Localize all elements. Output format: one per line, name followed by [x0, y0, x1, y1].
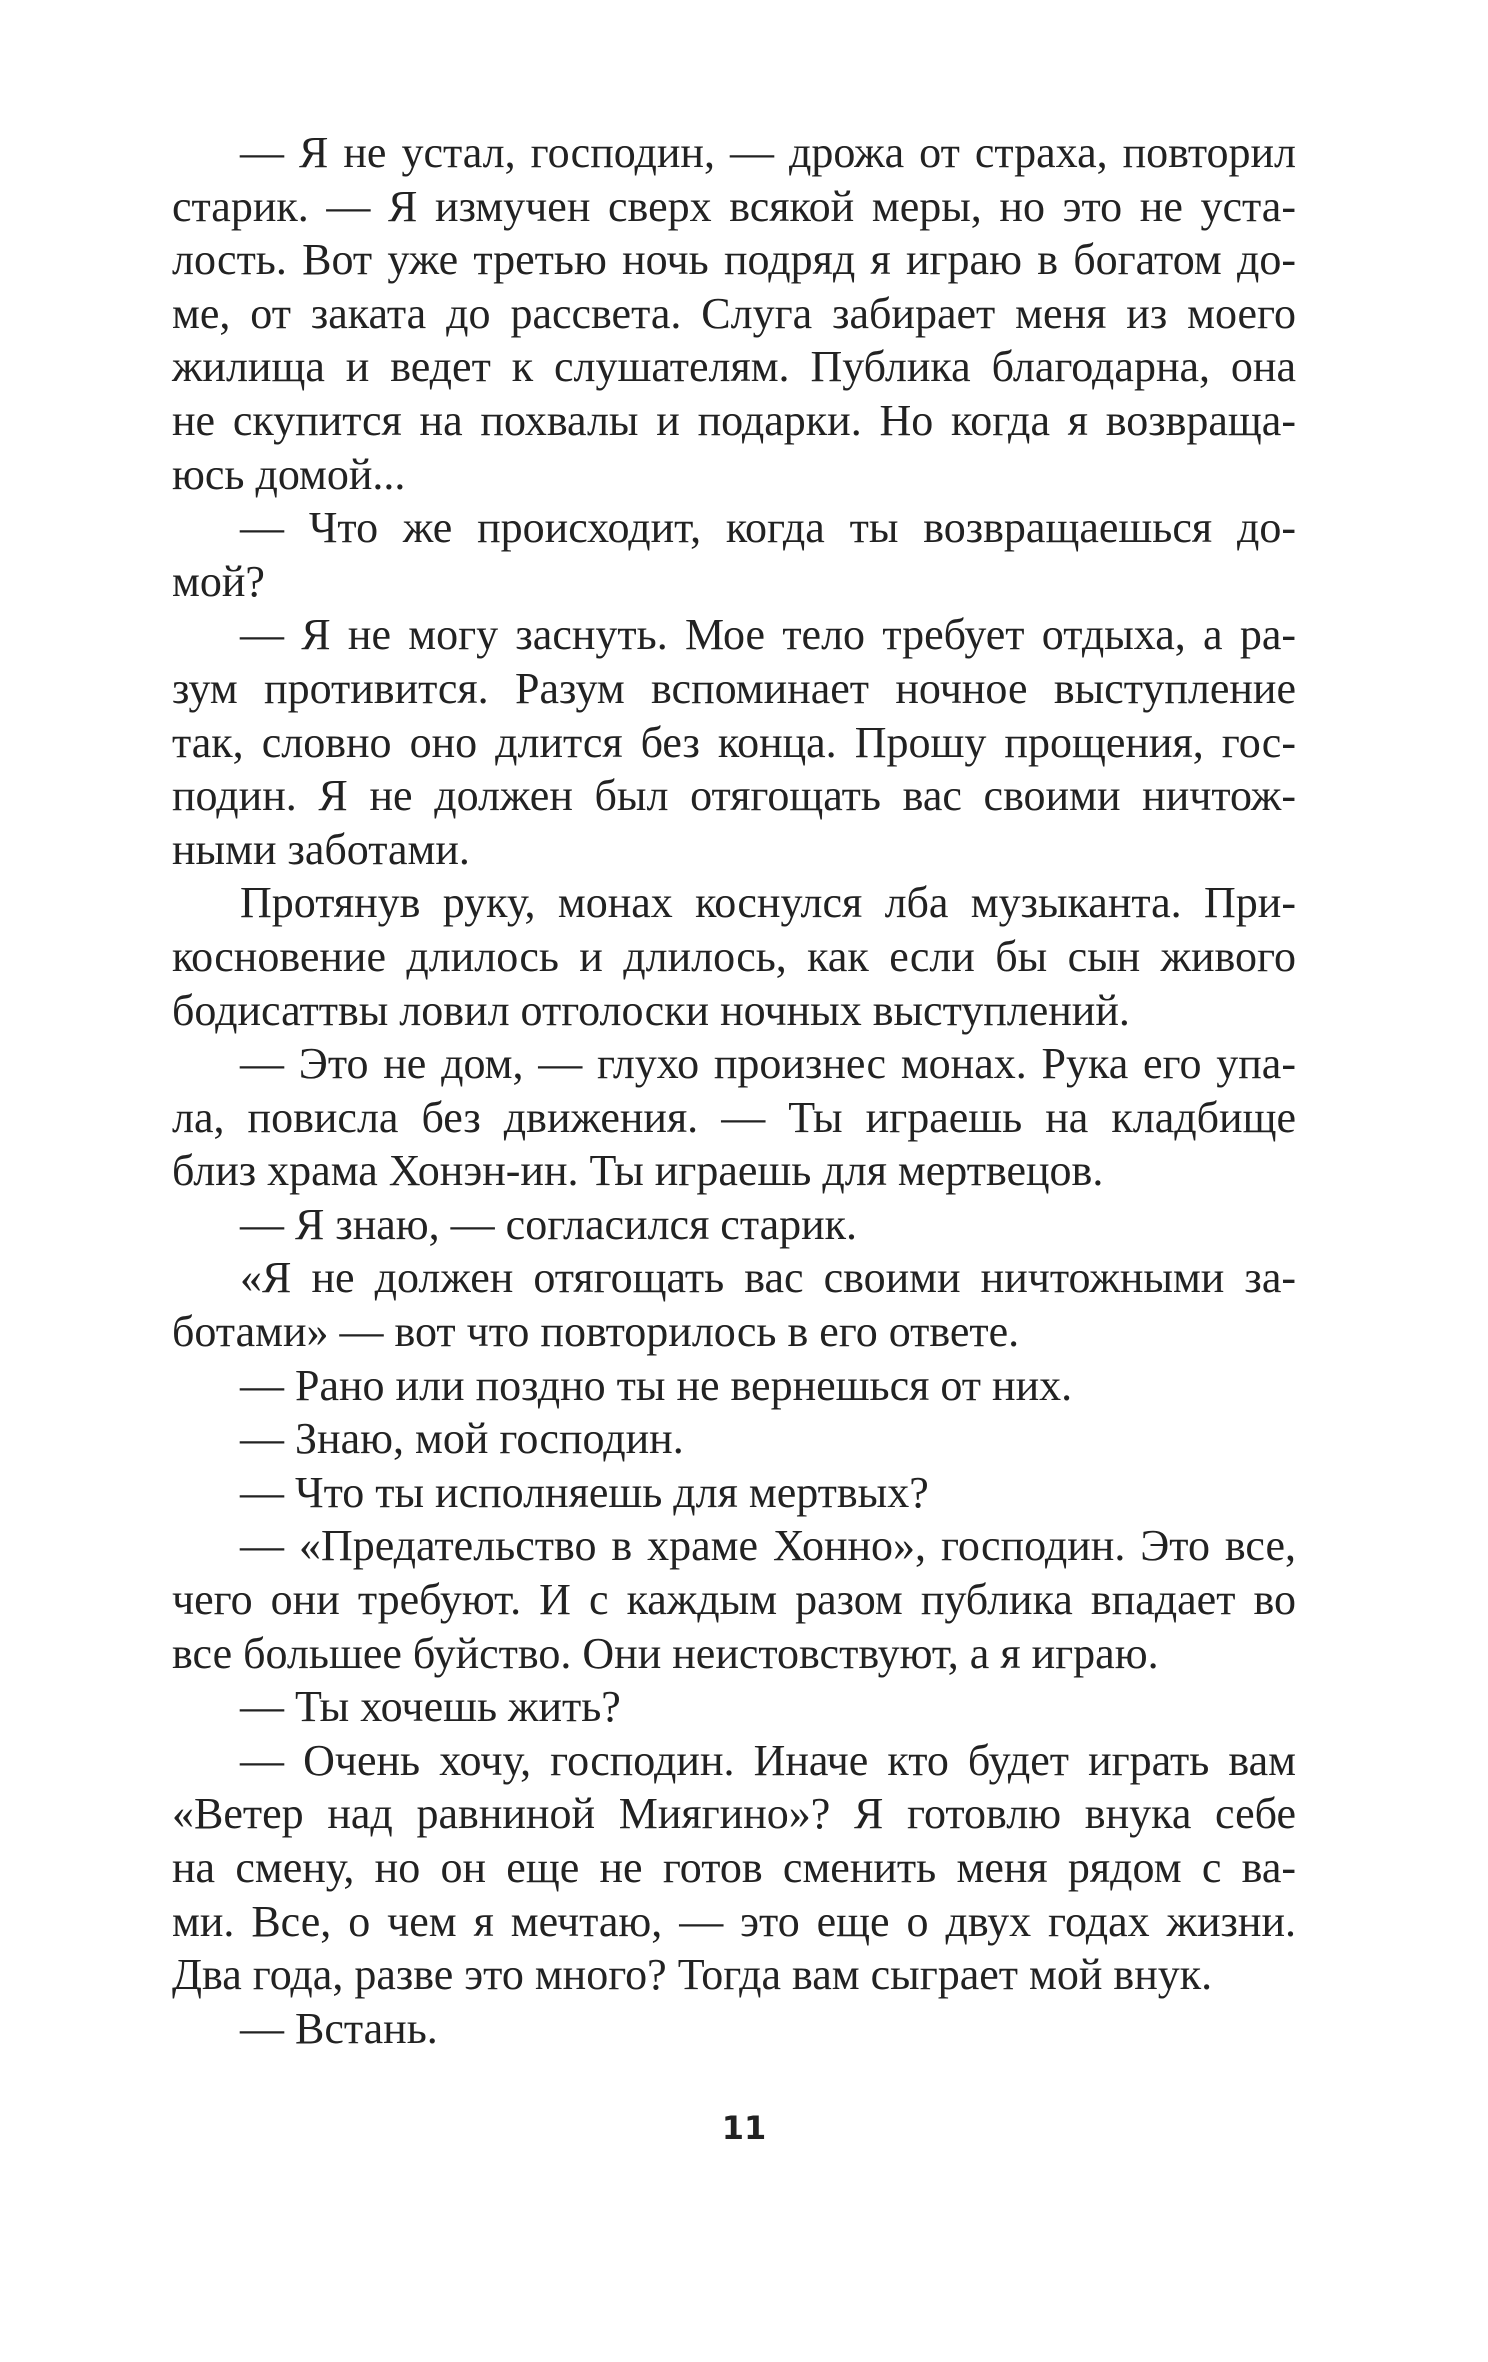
text-line: Два года, разве это много? Тогда вам сыграет мой внук. [172, 1950, 1213, 2000]
text-line: лость. Вот уже третью ночь подряд я играю в богатом до- [172, 235, 1296, 285]
text-line: «Я не должен отягощать вас своими ничтожными за- [240, 1253, 1296, 1303]
text-line: ботами» — вот что повторилось в его ответе. [172, 1307, 1020, 1357]
text-line: зум противится. Разум вспоминает ночное выступление [172, 663, 1296, 713]
text-line: — Встань. [240, 2003, 438, 2053]
text-line: так, словно оно длится без конца. Прошу прощения, гос- [172, 717, 1296, 767]
text-line: — Это не дом, — глухо произнес монах. Рука его упа- [240, 1039, 1296, 1089]
text-line: ла, повисла без движения. — Ты играешь на кладбище [172, 1092, 1296, 1142]
text-line: юсь домой... [172, 449, 406, 499]
text-line: — Знаю, мой господин. [240, 1414, 684, 1464]
text-line: — Я не устал, господин, — дрожа от страха, повторил [240, 128, 1296, 177]
text-line: ными заботами. [172, 824, 470, 874]
text-line: жилища и ведет к слушателям. Публика благодарна, она [172, 342, 1296, 392]
text-line: старик. — Я измучен сверх всякой меры, но это не уста- [172, 181, 1296, 231]
text-line: — Что же происходит, когда ты возвращаешься до- [240, 503, 1296, 553]
text-line: бодисаттвы ловил отголоски ночных выступлений. [172, 985, 1130, 1035]
text-line: — Что ты исполняешь для мертвых? [240, 1467, 929, 1517]
text-line: косновение длилось и длилось, как если бы сын живого [172, 931, 1296, 981]
text-line: подин. Я не должен был отягощать вас своими ничтож- [172, 771, 1296, 821]
text-line: ми. Все, о чем я мечтаю, — это еще о двух годах жизни. [172, 1896, 1296, 1946]
text-line: — Очень хочу, господин. Иначе кто будет играть вам [240, 1735, 1296, 1785]
text-line: «Ветер над равниной Миягино»? Я готовлю внука себе [172, 1789, 1296, 1839]
text-line: ме, от заката до рассвета. Слуга забирает меня из моего [172, 288, 1296, 338]
text-line: мой? [172, 556, 265, 606]
text-line: — Рано или поздно ты не вернешься от них. [240, 1360, 1073, 1410]
text-line: — Я не могу заснуть. Мое тело требует отдыха, а ра- [240, 610, 1296, 660]
text-line: на смену, но он еще не готов сменить меня рядом с ва- [172, 1843, 1296, 1892]
text-line: чего они требуют. И с каждым разом публика впадает во [172, 1575, 1296, 1625]
page-number: 11 [721, 2109, 767, 2147]
text-line: — Ты хочешь жить? [240, 1682, 621, 1732]
body-text [172, 126, 1296, 2055]
text-line: все большее буйство. Они неистовствуют, а я играю. [172, 1628, 1159, 1678]
text-line: близ храма Хонэн-ин. Ты играешь для мертвецов. [172, 1146, 1104, 1196]
text-line: — «Предательство в храме Хонно», господин. Это все, [240, 1521, 1296, 1571]
text-line: не скупится на похвалы и подарки. Но когда я возвраща- [172, 395, 1296, 445]
text-line: Протянув руку, монах коснулся лба музыканта. При- [240, 878, 1296, 928]
text-line: — Я знаю, — согласился старик. [240, 1199, 858, 1249]
